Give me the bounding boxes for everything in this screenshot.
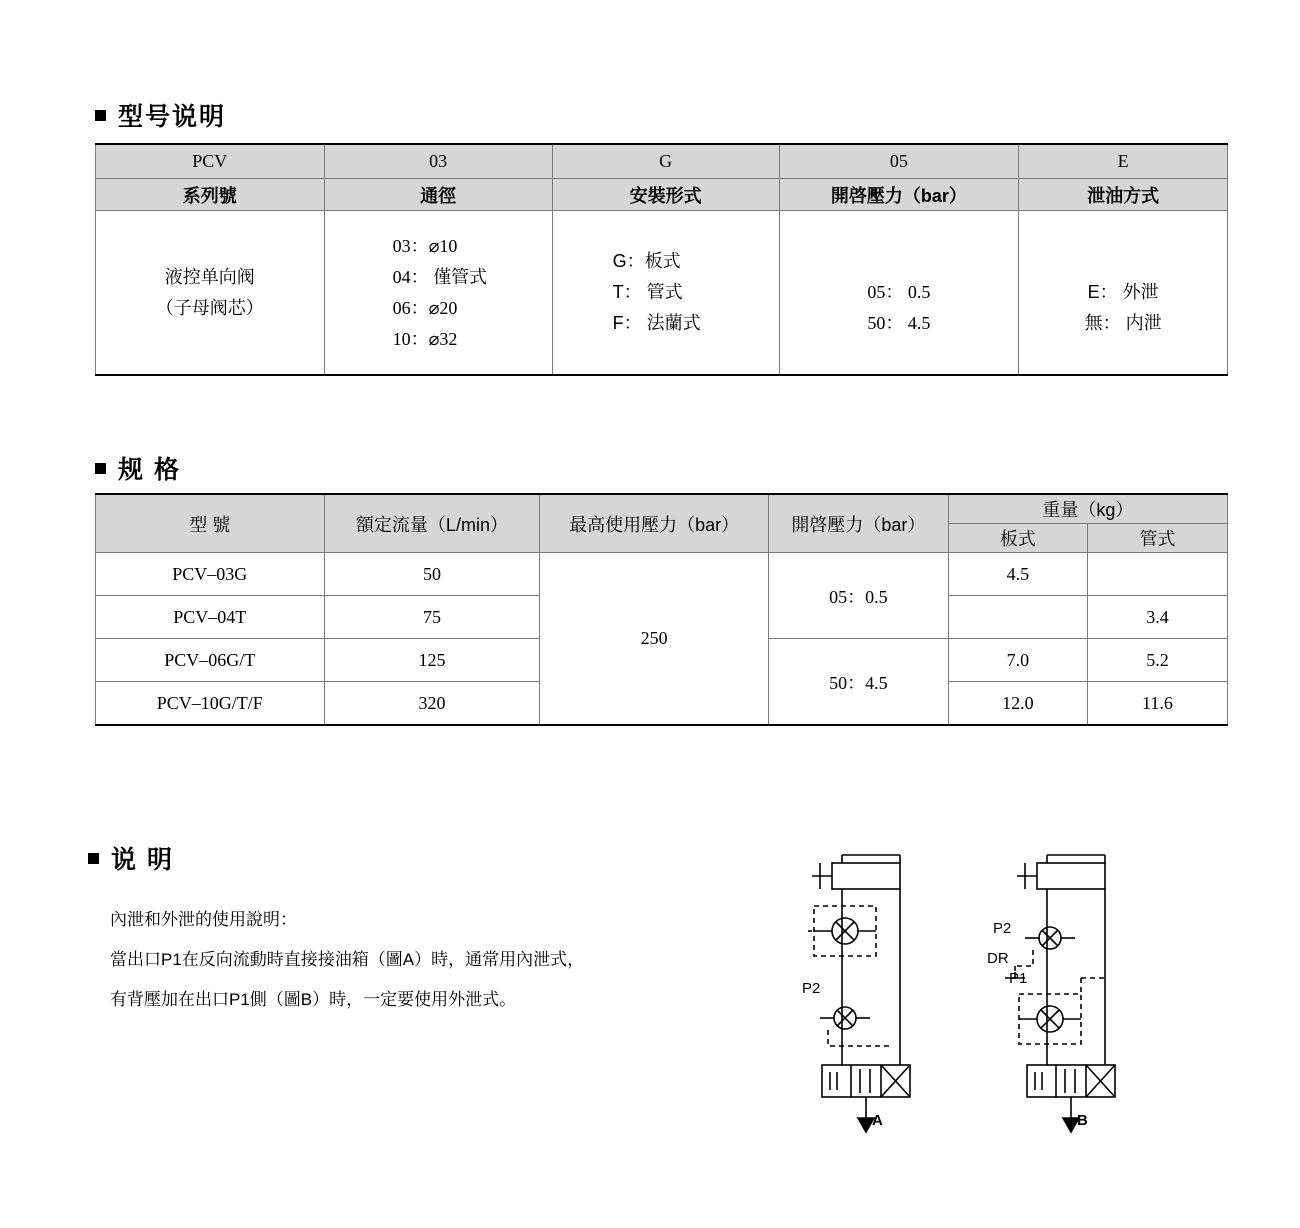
diagram-b-label-p1: P1 <box>1009 970 1028 987</box>
spec-header-max-pressure: 最高使用壓力（bar） <box>540 494 769 553</box>
diagram-b-label-p2: P2 <box>993 920 1012 937</box>
spec-plate-3: 12.0 <box>948 682 1087 726</box>
model-name-cell-3: 開啓壓力（bar） <box>779 179 1019 211</box>
model-body-cracking <box>779 211 1019 376</box>
model-name-cell-4: 泄油方式 <box>1019 179 1228 211</box>
spec-table <box>95 493 1228 726</box>
spec-pipe-3: 11.6 <box>1087 682 1227 726</box>
spec-model-1: PCV–04T <box>96 596 325 639</box>
spec-cracking-2: 50：4.5 <box>768 639 948 726</box>
table-row <box>96 179 1228 211</box>
bore-line-1: 04： 僅管式 <box>392 266 488 287</box>
section-title-description: 说 明 <box>111 846 174 874</box>
spec-plate-2: 7.0 <box>948 639 1087 682</box>
spec-plate-0: 4.5 <box>948 553 1087 596</box>
description-line-2: 有背壓加在出口P1側（圖B）時，一定要使用外泄式。 <box>110 990 517 1009</box>
spec-flow-3: 320 <box>324 682 540 726</box>
model-code-cell-0: PCV <box>96 144 325 179</box>
spec-max-pressure: 250 <box>540 553 769 726</box>
spec-pipe-2: 5.2 <box>1087 639 1227 682</box>
description-text <box>110 900 584 1020</box>
model-code-cell-1: 03 <box>324 144 552 179</box>
section-heading-model <box>95 97 226 133</box>
model-body-mount <box>552 211 779 376</box>
cracking-line-0: 05： 0.5 <box>867 282 931 302</box>
spec-header-weight: 重量（kg） <box>948 494 1227 524</box>
model-body-bore <box>324 211 552 376</box>
model-code-table <box>95 143 1228 376</box>
spec-flow-1: 75 <box>324 596 540 639</box>
section-heading-spec <box>95 450 181 486</box>
mount-line-2: F： 法蘭式 <box>612 313 701 333</box>
drain-line-1: 無： 内泄 <box>1084 313 1162 333</box>
hydraulic-diagram-b <box>987 850 1165 1145</box>
section-title-spec: 规 格 <box>118 456 181 484</box>
spec-pipe-1: 3.4 <box>1087 596 1227 639</box>
bore-line-2: 06：⌀20 <box>392 297 458 318</box>
diagram-b-label-dr: DR <box>987 950 1009 967</box>
section-title-model: 型号说明 <box>118 103 227 131</box>
drain-line-0: E： 外泄 <box>1087 282 1159 302</box>
table-row <box>96 211 1228 376</box>
bullet-icon <box>95 463 106 474</box>
model-name-cell-1: 通徑 <box>324 179 552 211</box>
spec-plate-1 <box>948 596 1087 639</box>
mount-line-0: G：板式 <box>612 251 681 271</box>
spec-flow-0: 50 <box>324 553 540 596</box>
mount-line-1: T： 管式 <box>612 282 683 302</box>
diagram-b-label-fig: B <box>1077 1112 1088 1129</box>
model-name-cell-0: 系列號 <box>96 179 325 211</box>
bullet-icon <box>95 110 106 121</box>
bore-line-3: 10：⌀32 <box>392 328 458 349</box>
table-row <box>96 144 1228 179</box>
model-code-cell-4: E <box>1019 144 1228 179</box>
bullet-icon <box>88 853 99 864</box>
description-line-1: 當出口P1在反向流動時直接接油箱（圖A）時，通常用內泄式， <box>110 950 585 969</box>
spec-header-weight-pipe: 管式 <box>1087 524 1227 553</box>
model-code-cell-2: G <box>552 144 779 179</box>
spec-header-flow: 額定流量（L/min） <box>324 494 540 553</box>
spec-flow-2: 125 <box>324 639 540 682</box>
model-name-cell-2: 安裝形式 <box>552 179 779 211</box>
description-line-0: 內泄和外泄的使用說明： <box>110 910 297 929</box>
hydraulic-diagram-a <box>790 850 950 1145</box>
table-row <box>96 494 1228 524</box>
spec-pipe-0 <box>1087 553 1227 596</box>
spec-header-model: 型 號 <box>96 494 325 553</box>
table-row <box>96 553 1228 596</box>
spec-model-3: PCV–10G/T/F <box>96 682 325 726</box>
model-body-drain <box>1019 211 1228 376</box>
section-heading-description <box>88 840 174 876</box>
bore-line-0: 03：⌀10 <box>392 235 458 256</box>
spec-header-cracking: 開啓壓力（bar） <box>768 494 948 553</box>
spec-cracking-1: 05：0.5 <box>768 553 948 639</box>
diagram-a-label-fig: A <box>872 1112 883 1129</box>
cracking-line-1: 50： 4.5 <box>867 313 931 333</box>
model-code-cell-3: 05 <box>779 144 1019 179</box>
spec-model-2: PCV–06G/T <box>96 639 325 682</box>
spec-header-weight-plate: 板式 <box>948 524 1087 553</box>
model-body-series <box>96 211 325 376</box>
spec-model-0: PCV–03G <box>96 553 325 596</box>
series-line-0: 液控单向阀 <box>164 266 255 287</box>
diagram-b-svg <box>995 850 1165 1140</box>
series-line-1: （子母阀芯） <box>155 297 264 318</box>
diagram-a-label-p2: P2 <box>802 980 821 997</box>
